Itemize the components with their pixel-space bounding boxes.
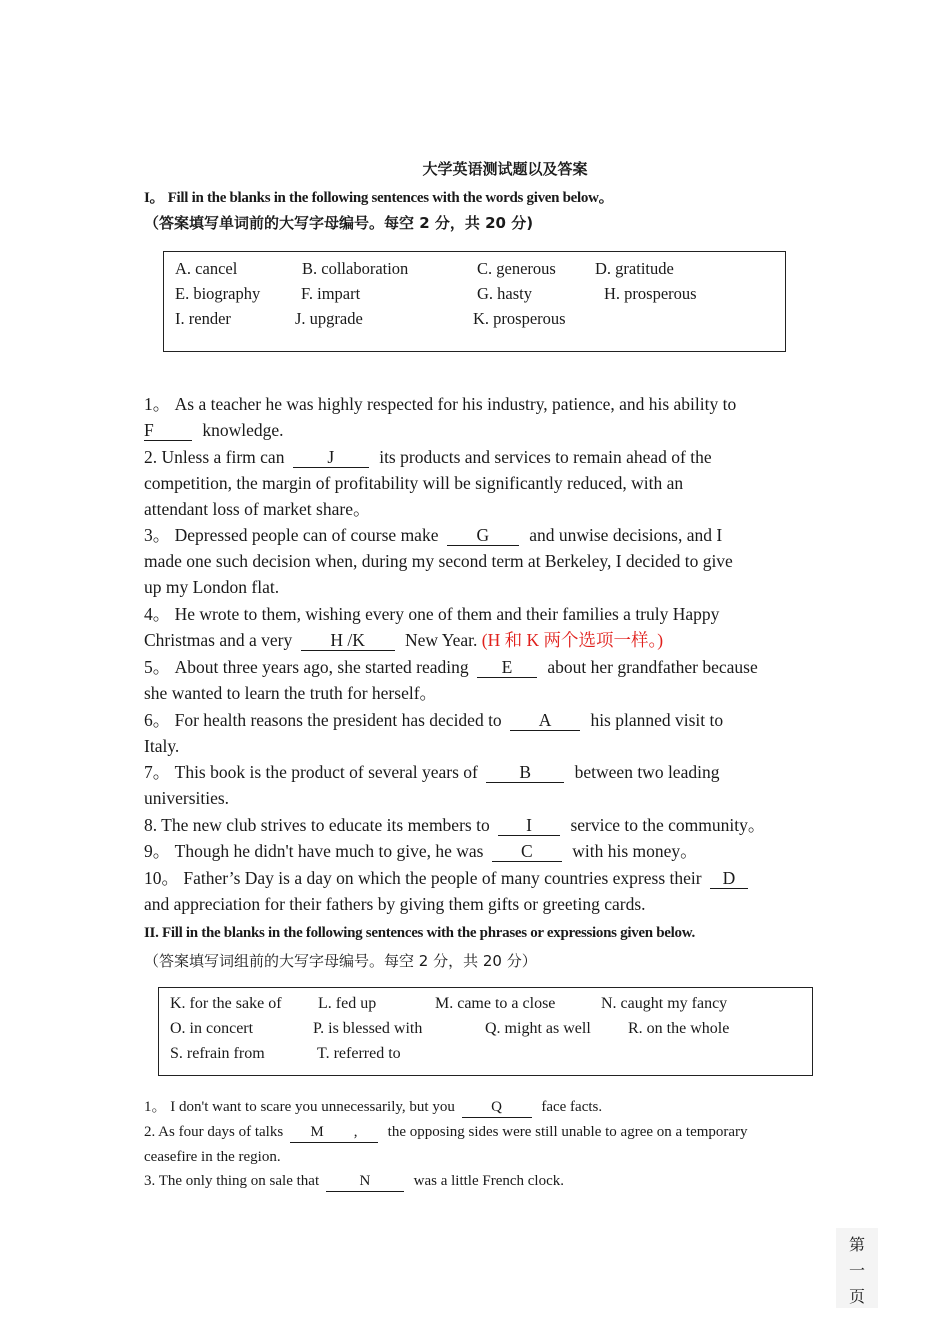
question-10: [144, 865, 814, 917]
option-k: K. for the sake of: [170, 995, 282, 1012]
question-text: 6。 For health reasons the president has decided to: [144, 710, 502, 730]
question-text: she wanted to learn the truth for herself。: [144, 683, 438, 703]
option-a: A. cancel: [175, 259, 238, 278]
option-e: E. biography: [175, 284, 261, 303]
answer-blank[interactable]: E: [477, 657, 537, 678]
answer-blank[interactable]: F: [144, 420, 192, 441]
phrase-question-1: [144, 1095, 814, 1120]
question-text: competition, the margin of profitability will be significantly reduced, with an: [144, 473, 684, 493]
question-text: up my London flat.: [144, 577, 280, 597]
question-text: ceasefire in the region.: [144, 1149, 281, 1165]
option-p: P. is blessed with: [313, 1020, 423, 1037]
option-f: F. impart: [301, 284, 361, 303]
answer-blank[interactable]: G: [447, 525, 519, 546]
question-text: New Year.: [404, 630, 478, 650]
section2-phrase-box: [158, 987, 813, 1076]
page-number-tab: [836, 1228, 878, 1308]
question-text: Christmas and a very: [144, 630, 293, 650]
option-r: R. on the whole: [628, 1020, 730, 1037]
question-text: 7。 This book is the product of several years of: [144, 762, 478, 782]
question-8: [144, 812, 814, 838]
phrase-question-2: [144, 1120, 814, 1170]
option-h: H. prosperous: [604, 284, 697, 303]
question-text: 4。 He wrote to them, wishing every one of them and their families a truly Happy: [144, 604, 720, 624]
option-n: N. caught my fancy: [601, 995, 728, 1012]
option-t: T. referred to: [317, 1045, 401, 1062]
question-text: face facts.: [541, 1099, 603, 1115]
option-d: D. gratitude: [595, 259, 674, 278]
option-k: K. prosperous: [473, 309, 566, 328]
option-j: J. upgrade: [295, 309, 363, 328]
question-text: and appreciation for their fathers by giving them gifts or greeting cards.: [144, 894, 646, 914]
answer-blank[interactable]: B: [486, 762, 564, 783]
page-tab-char: 一: [848, 1261, 865, 1280]
question-9: [144, 838, 814, 864]
option-c: C. generous: [477, 259, 556, 278]
option-o: O. in concert: [170, 1020, 254, 1037]
question-text: 1。 I don't want to scare you unnecessarily, but you: [144, 1099, 455, 1115]
option-q: Q. might as well: [485, 1020, 591, 1037]
section1-note: （答案填写单词前的大写字母编号。每空 2 分，共 20 分): [144, 214, 534, 232]
answer-blank[interactable]: C: [492, 841, 562, 862]
question-text: the opposing sides were still unable to agree on a temporary: [387, 1124, 748, 1140]
question-6: [144, 707, 814, 759]
question-text: attendant loss of market share。: [144, 499, 371, 519]
question-text: was a little French clock.: [413, 1173, 564, 1189]
question-text: made one such decision when, during my second term at Berkeley, I decided to give: [144, 551, 733, 571]
answer-blank[interactable]: D: [710, 868, 748, 889]
answer-blank[interactable]: A: [510, 710, 580, 731]
question-text: 9。 Though he didn't have much to give, he was: [144, 841, 484, 861]
question-text: his planned visit to: [590, 710, 724, 730]
question-text: 10。 Father’s Day is a day on which the people of many countries express their: [144, 868, 702, 888]
answer-blank[interactable]: H /K: [301, 630, 395, 651]
question-7: [144, 759, 814, 811]
question-1: [144, 391, 814, 443]
option-l: L. fed up: [318, 995, 377, 1012]
question-text: its products and services to remain ahead of the: [379, 447, 712, 467]
option-m: M. came to a close: [435, 995, 556, 1012]
question-text: 2. As four days of talks: [144, 1124, 284, 1140]
question-3: [144, 522, 814, 600]
option-i: I. render: [175, 309, 231, 328]
option-b: B. collaboration: [302, 259, 409, 278]
answer-blank[interactable]: M ,: [290, 1122, 378, 1143]
question-text: service to the community。: [570, 815, 766, 835]
question-text: 5。 About three years ago, she started reading: [144, 657, 469, 677]
answer-blank[interactable]: I: [498, 815, 560, 836]
answer-note: (H 和 K 两个选项一样。): [481, 630, 664, 650]
answer-blank[interactable]: N: [326, 1171, 404, 1192]
question-text: knowledge.: [202, 420, 284, 440]
question-5: [144, 654, 814, 706]
question-4: [144, 601, 814, 653]
question-text: 1。 As a teacher he was highly respected for his industry, patience, and his ability to: [144, 394, 737, 414]
question-text: 2. Unless a firm can: [144, 447, 285, 467]
question-text: 3. The only thing on sale that: [144, 1173, 320, 1189]
option-g: G. hasty: [477, 284, 532, 303]
section2-note: （答案填写词组前的大写字母编号。每空 2 分，共 20 分）: [144, 952, 537, 970]
question-text: 8. The new club strives to educate its members to: [144, 815, 490, 835]
phrase-question-3: [144, 1169, 814, 1194]
question-text: about her grandfather because: [547, 657, 758, 677]
question-text: Italy.: [144, 736, 180, 756]
page-title: 大学英语测试题以及答案: [422, 160, 588, 178]
section1-heading: I。 Fill in the blanks in the following sentences with the words given below。: [144, 190, 614, 206]
answer-blank[interactable]: J: [293, 447, 369, 468]
question-text: universities.: [144, 788, 230, 808]
question-text: with his money。: [572, 841, 698, 861]
question-text: and unwise decisions, and I: [529, 525, 723, 545]
answer-blank[interactable]: Q: [462, 1097, 532, 1118]
page-tab-char: 页: [848, 1287, 865, 1306]
section1-word-box: [163, 251, 786, 352]
page-tab-char: 第: [848, 1235, 865, 1254]
question-text: 3。 Depressed people can of course make: [144, 525, 439, 545]
section2-heading: II. Fill in the blanks in the following sentences with the phrases or expressions given below.: [144, 925, 695, 941]
option-s: S. refrain from: [170, 1045, 265, 1062]
question-text: between two leading: [574, 762, 720, 782]
question-2: [144, 444, 814, 522]
